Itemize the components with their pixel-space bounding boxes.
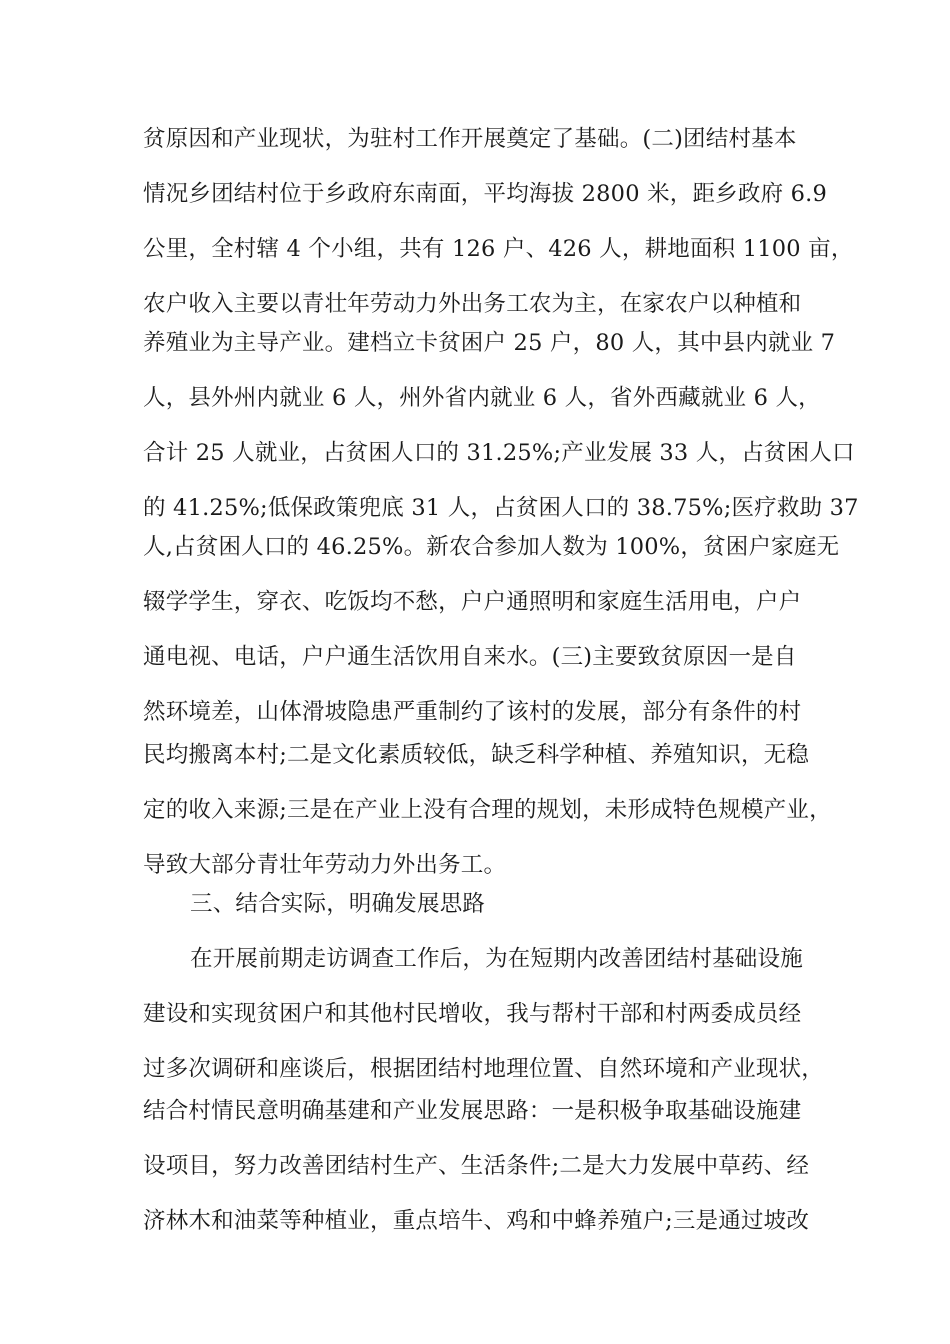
paragraph-line: 人，县外州内就业 6 人，州外省内就业 6 人，省外西藏就业 6 人， [143, 385, 821, 411]
paragraph-line: 在开展前期走访调查工作后，为在短期内改善团结村基础设施 [190, 946, 803, 972]
paragraph-line: 过多次调研和座谈后，根据团结村地理位置、自然环境和产业现状， [143, 1056, 825, 1082]
paragraph-line: 结合村情民意明确基建和产业发展思路：一是积极争取基础设施建 [143, 1098, 802, 1124]
paragraph-line: 辍学学生，穿衣、吃饭均不愁，户户通照明和家庭生活用电，户户 [143, 589, 802, 615]
paragraph-line: 定的收入来源;三是在产业上没有合理的规划，未形成特色规模产业， [143, 797, 832, 823]
paragraph-line: 合计 25 人就业，占贫困人口的 31.25%;产业发展 33 人，占贫困人口 [143, 440, 855, 466]
paragraph-line: 人,占贫困人口的 46.25%。新农合参加人数为 100%，贫困户家庭无 [143, 534, 840, 560]
paragraph-line: 的 41.25%;低保政策兜底 31 人，占贫困人口的 38.75%;医疗救助 37 [143, 495, 859, 521]
paragraph-line: 通电视、电话，户户通生活饮用自来水。(三)主要致贫原因一是自 [143, 644, 797, 670]
paragraph-line: 设项目，努力改善团结村生产、生活条件;二是大力发展中草药、经 [143, 1153, 810, 1179]
section-heading: 三、结合实际，明确发展思路 [190, 891, 486, 917]
paragraph-line: 济林木和油菜等种植业，重点培牛、鸡和中蜂养殖户;三是通过坡改 [143, 1208, 810, 1234]
paragraph-line: 然环境差，山体滑坡隐患严重制约了该村的发展，部分有条件的村 [143, 699, 802, 725]
paragraph-line: 养殖业为主导产业。建档立卡贫困户 25 户，80 人，其中县内就业 7 [143, 330, 836, 356]
paragraph-line: 建设和实现贫困户和其他村民增收，我与帮村干部和村两委成员经 [143, 1001, 802, 1027]
paragraph-line: 导致大部分青壮年劳动力外出务工。 [143, 852, 507, 878]
paragraph-line: 民均搬离本村;二是文化素质较低，缺乏科学种植、养殖知识，无稳 [143, 742, 810, 768]
paragraph-line: 公里，全村辖 4 个小组，共有 126 户、426 人，耕地面积 1100 亩， [143, 236, 854, 262]
paragraph-line: 贫原因和产业现状，为驻村工作开展奠定了基础。(二)团结村基本 [143, 126, 797, 152]
paragraph-line: 情况乡团结村位于乡政府东南面，平均海拔 2800 米，距乡政府 6.9 [143, 181, 828, 207]
paragraph-line: 农户收入主要以青壮年劳动力外出务工农为主，在家农户以种植和 [143, 291, 802, 317]
